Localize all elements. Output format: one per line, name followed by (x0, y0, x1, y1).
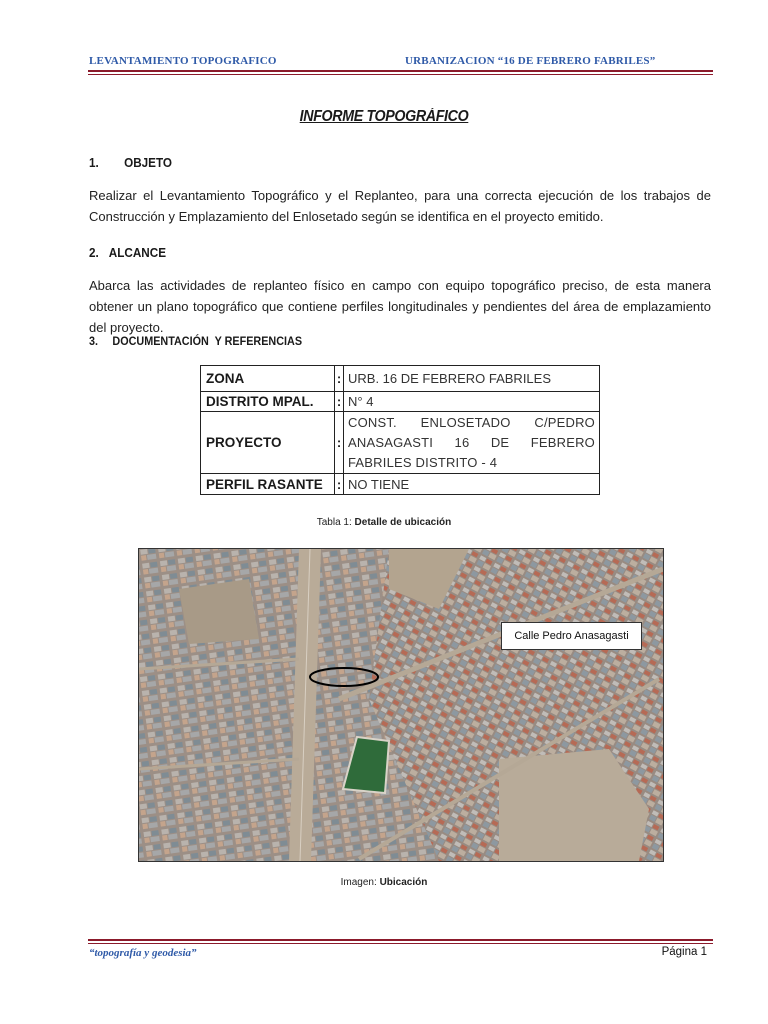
table-separator: : (335, 412, 344, 474)
table-key: PROYECTO (201, 412, 335, 474)
table-key: DISTRITO MPAL. (201, 392, 335, 412)
satellite-image (139, 549, 663, 861)
table-row (201, 474, 600, 495)
header-rule (88, 70, 713, 72)
table-key: ZONA (201, 366, 335, 392)
section-number: 3. (89, 334, 99, 348)
table-caption (0, 517, 768, 528)
section-number: 2. (89, 245, 99, 260)
header-rule-thin (88, 74, 713, 75)
section-heading-text: ALCANCE (108, 245, 167, 260)
table-row (201, 392, 600, 412)
table-value: NO TIENE (344, 474, 600, 495)
section-number: 1. (89, 155, 99, 170)
page-number: Página 1 (661, 946, 707, 958)
section-heading-alcance (89, 245, 166, 260)
footer-rule (88, 939, 713, 941)
section-paragraph-alcance: Abarca las actividades de replanteo físico en campo con equipo topográfico preciso, de esta manera obtener un plano topográfico que contiene perfiles longitudinales y pendientes del área de emplazamiento del proyecto. (89, 278, 711, 335)
document-title: INFORME TOPOGRÁFICO (299, 108, 469, 125)
section-heading-text: OBJETO (124, 155, 172, 170)
table-key: PERFIL RASANTE (201, 474, 335, 495)
caption-prefix: Tabla 1: (316, 517, 352, 528)
table-separator: : (335, 474, 344, 495)
header-right-title: URBANIZACION “16 DE FEBRERO FABRILES” (405, 55, 656, 67)
section-heading-text: DOCUMENTACIÓN Y REFERENCIAS (112, 334, 303, 348)
caption-bold: Detalle de ubicación (354, 517, 452, 528)
table-value: CONST. ENLOSETADO C/PEDRO ANASAGASTI 16 DE FEBRERO FABRILES DISTRITO - 4 (344, 412, 600, 474)
table-value: N° 4 (344, 392, 600, 412)
table-row (201, 412, 600, 474)
footer-rule-thin (88, 943, 713, 944)
section-paragraph-objeto: Realizar el Levantamiento Topográfico y el Replanteo, para una correcta ejecución de los trabajos de Construcción y Emplazamiento del Enlosetado según se identifica en el proyecto emitido. (89, 188, 711, 224)
footer-left-text: “topografía y geodesia” (89, 947, 197, 959)
section-heading-documentacion (89, 334, 302, 348)
street-callout-label: Calle Pedro Anasagasti (501, 622, 642, 650)
caption-prefix: Imagen: (340, 877, 377, 888)
table-value: URB. 16 DE FEBRERO FABRILES (344, 366, 600, 392)
table-separator: : (335, 366, 344, 392)
table-row (201, 366, 600, 392)
satellite-location-map (138, 548, 664, 862)
header-left-title: LEVANTAMIENTO TOPOGRAFICO (89, 55, 277, 67)
caption-bold: Ubicación (379, 877, 428, 888)
reference-table (200, 365, 600, 495)
image-caption (0, 877, 768, 888)
section-heading-objeto (89, 155, 172, 170)
table-separator: : (335, 392, 344, 412)
